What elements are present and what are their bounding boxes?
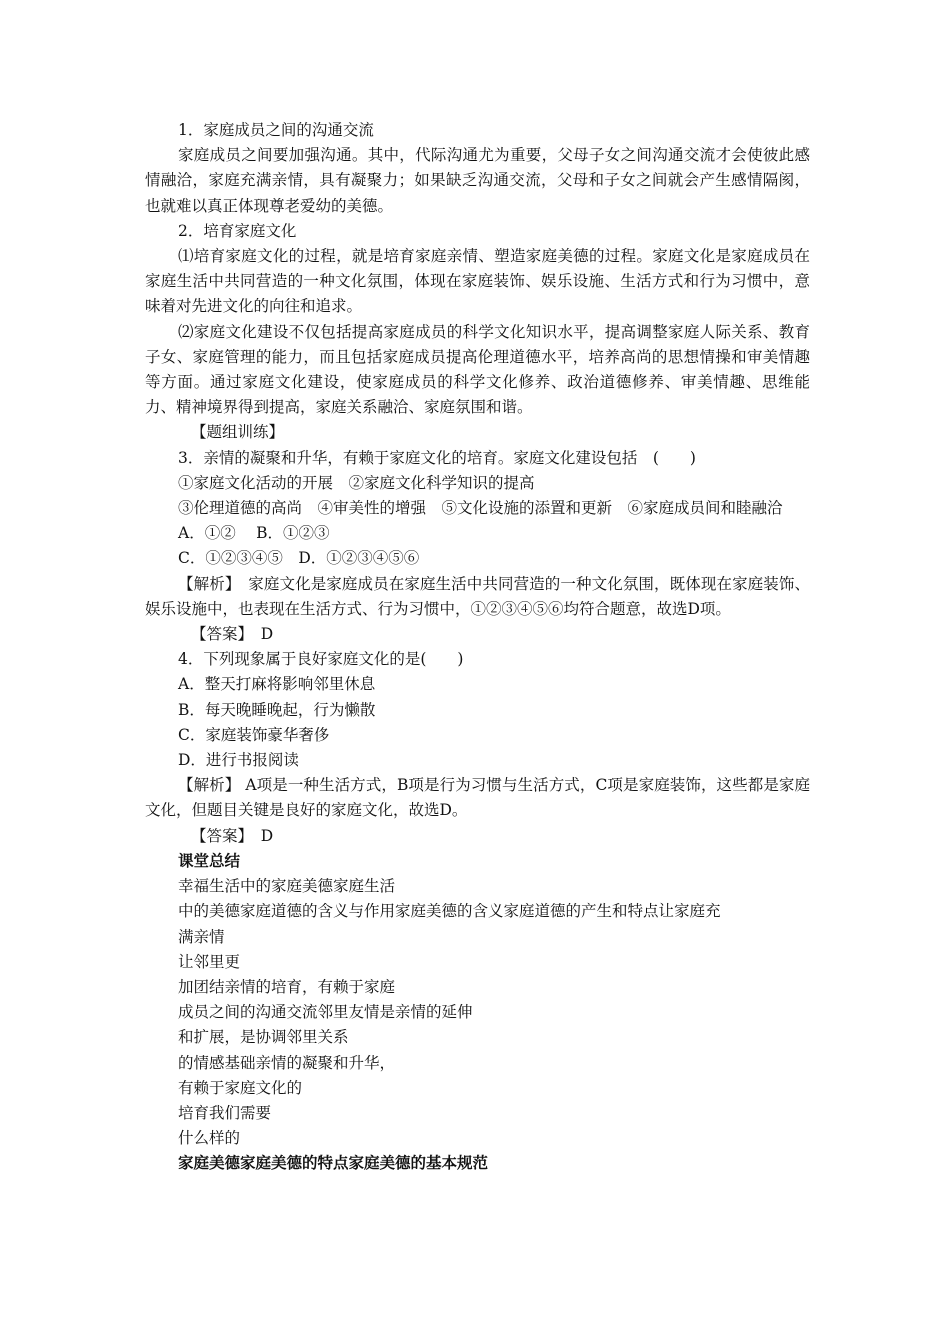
paragraph: ⑴培育家庭文化的过程，就是培育家庭亲情、塑造家庭美德的过程。家庭文化是家庭成员在家庭生活中共同营造的一种文化氛围，体现在家庭装饰、娱乐设施、生活方式和行为习惯中，意味着对先进文化的向往和追求。: [145, 247, 810, 316]
question-item: ③伦理道德的高尚 ④审美性的增强 ⑤文化设施的添置和更新 ⑥家庭成员间和睦融洽: [178, 499, 783, 518]
summary-line: 和扩展，是协调邻里关系: [178, 1028, 349, 1047]
section-label: 【题组训练】: [191, 423, 285, 442]
summary-line: 让邻里更: [178, 952, 241, 971]
summary-line: 加团结亲情的培育，有赖于家庭: [178, 977, 396, 996]
answer: 【答案】 D: [191, 625, 274, 644]
option-line: D．进行书报阅读: [178, 751, 299, 770]
question-3: 3．亲情的凝聚和升华，有赖于家庭文化的培育。家庭文化建设包括 ( ): [178, 448, 696, 467]
question-4: 4．下列现象属于良好家庭文化的是( ): [178, 650, 464, 669]
summary-line: 成员之间的沟通交流邻里友情是亲情的延伸: [178, 1003, 473, 1022]
summary-line: 有赖于家庭文化的: [178, 1078, 303, 1097]
option-line: B．每天晚睡晚起，行为懒散: [178, 700, 376, 719]
summary-footer: 家庭美德家庭美德的特点家庭美德的基本规范: [178, 1154, 489, 1173]
analysis: 【解析】 家庭文化是家庭成员在家庭生活中共同营造的一种文化氛围，既体现在家庭装饰、娱乐设施中，也表现在生活方式、行为习惯中，①②③④⑤⑥均符合题意，故选D项。: [145, 574, 810, 618]
summary-line: 中的美德家庭道德的含义与作用家庭美德的含义家庭道德的产生和特点让家庭充: [178, 902, 721, 921]
analysis: 【解析】 A项是一种生活方式，B项是行为习惯与生活方式，C项是家庭装饰，这些都是家庭文化，但题目关键是良好的家庭文化，故选D。: [145, 776, 810, 820]
summary-line: 幸福生活中的家庭美德家庭生活: [178, 877, 396, 896]
summary-line: 什么样的: [178, 1129, 241, 1148]
option-line: A．整天打麻将影响邻里休息: [178, 675, 376, 694]
option-line: C．①②③④⑤ D．①②③④⑤⑥: [178, 549, 420, 568]
summary-line: 培育我们需要: [178, 1103, 272, 1122]
question-item: ①家庭文化活动的开展 ②家庭文化科学知识的提高: [178, 473, 535, 492]
document-page: [145, 118, 810, 1177]
paragraph: 家庭成员之间要加强沟通。其中，代际沟通尤为重要，父母子女之间沟通交流才会使彼此感情融洽，家庭充满亲情，具有凝聚力；如果缺乏沟通交流，父母和子女之间就会产生感情隔阂，也就难以真正体现尊老爱幼的美德。: [145, 146, 810, 215]
heading-1: 1．家庭成员之间的沟通交流: [178, 121, 374, 139]
summary-line: 的情感基础亲情的凝聚和升华，: [178, 1053, 396, 1072]
option-line: C．家庭装饰豪华奢侈: [178, 725, 330, 744]
answer: 【答案】 D: [191, 826, 274, 845]
option-line: A．①② B．①②③: [178, 524, 330, 543]
paragraph: ⑵家庭文化建设不仅包括提高家庭成员的科学文化知识水平，提高调整家庭人际关系、教育子女、家庭管理的能力，而且包括家庭成员提高伦理道德水平，培养高尚的思想情操和审美情趣等方面。通过家庭文化建设，使家庭成员的科学文化修养、政治道德修养、审美情趣、思维能力、精神境界得到提高，家庭关系融洽、家庭氛围和谐。: [145, 322, 810, 417]
summary-heading: 课堂总结: [178, 851, 241, 870]
heading-2: 2．培育家庭文化: [178, 221, 297, 240]
summary-line: 满亲情: [178, 927, 225, 946]
